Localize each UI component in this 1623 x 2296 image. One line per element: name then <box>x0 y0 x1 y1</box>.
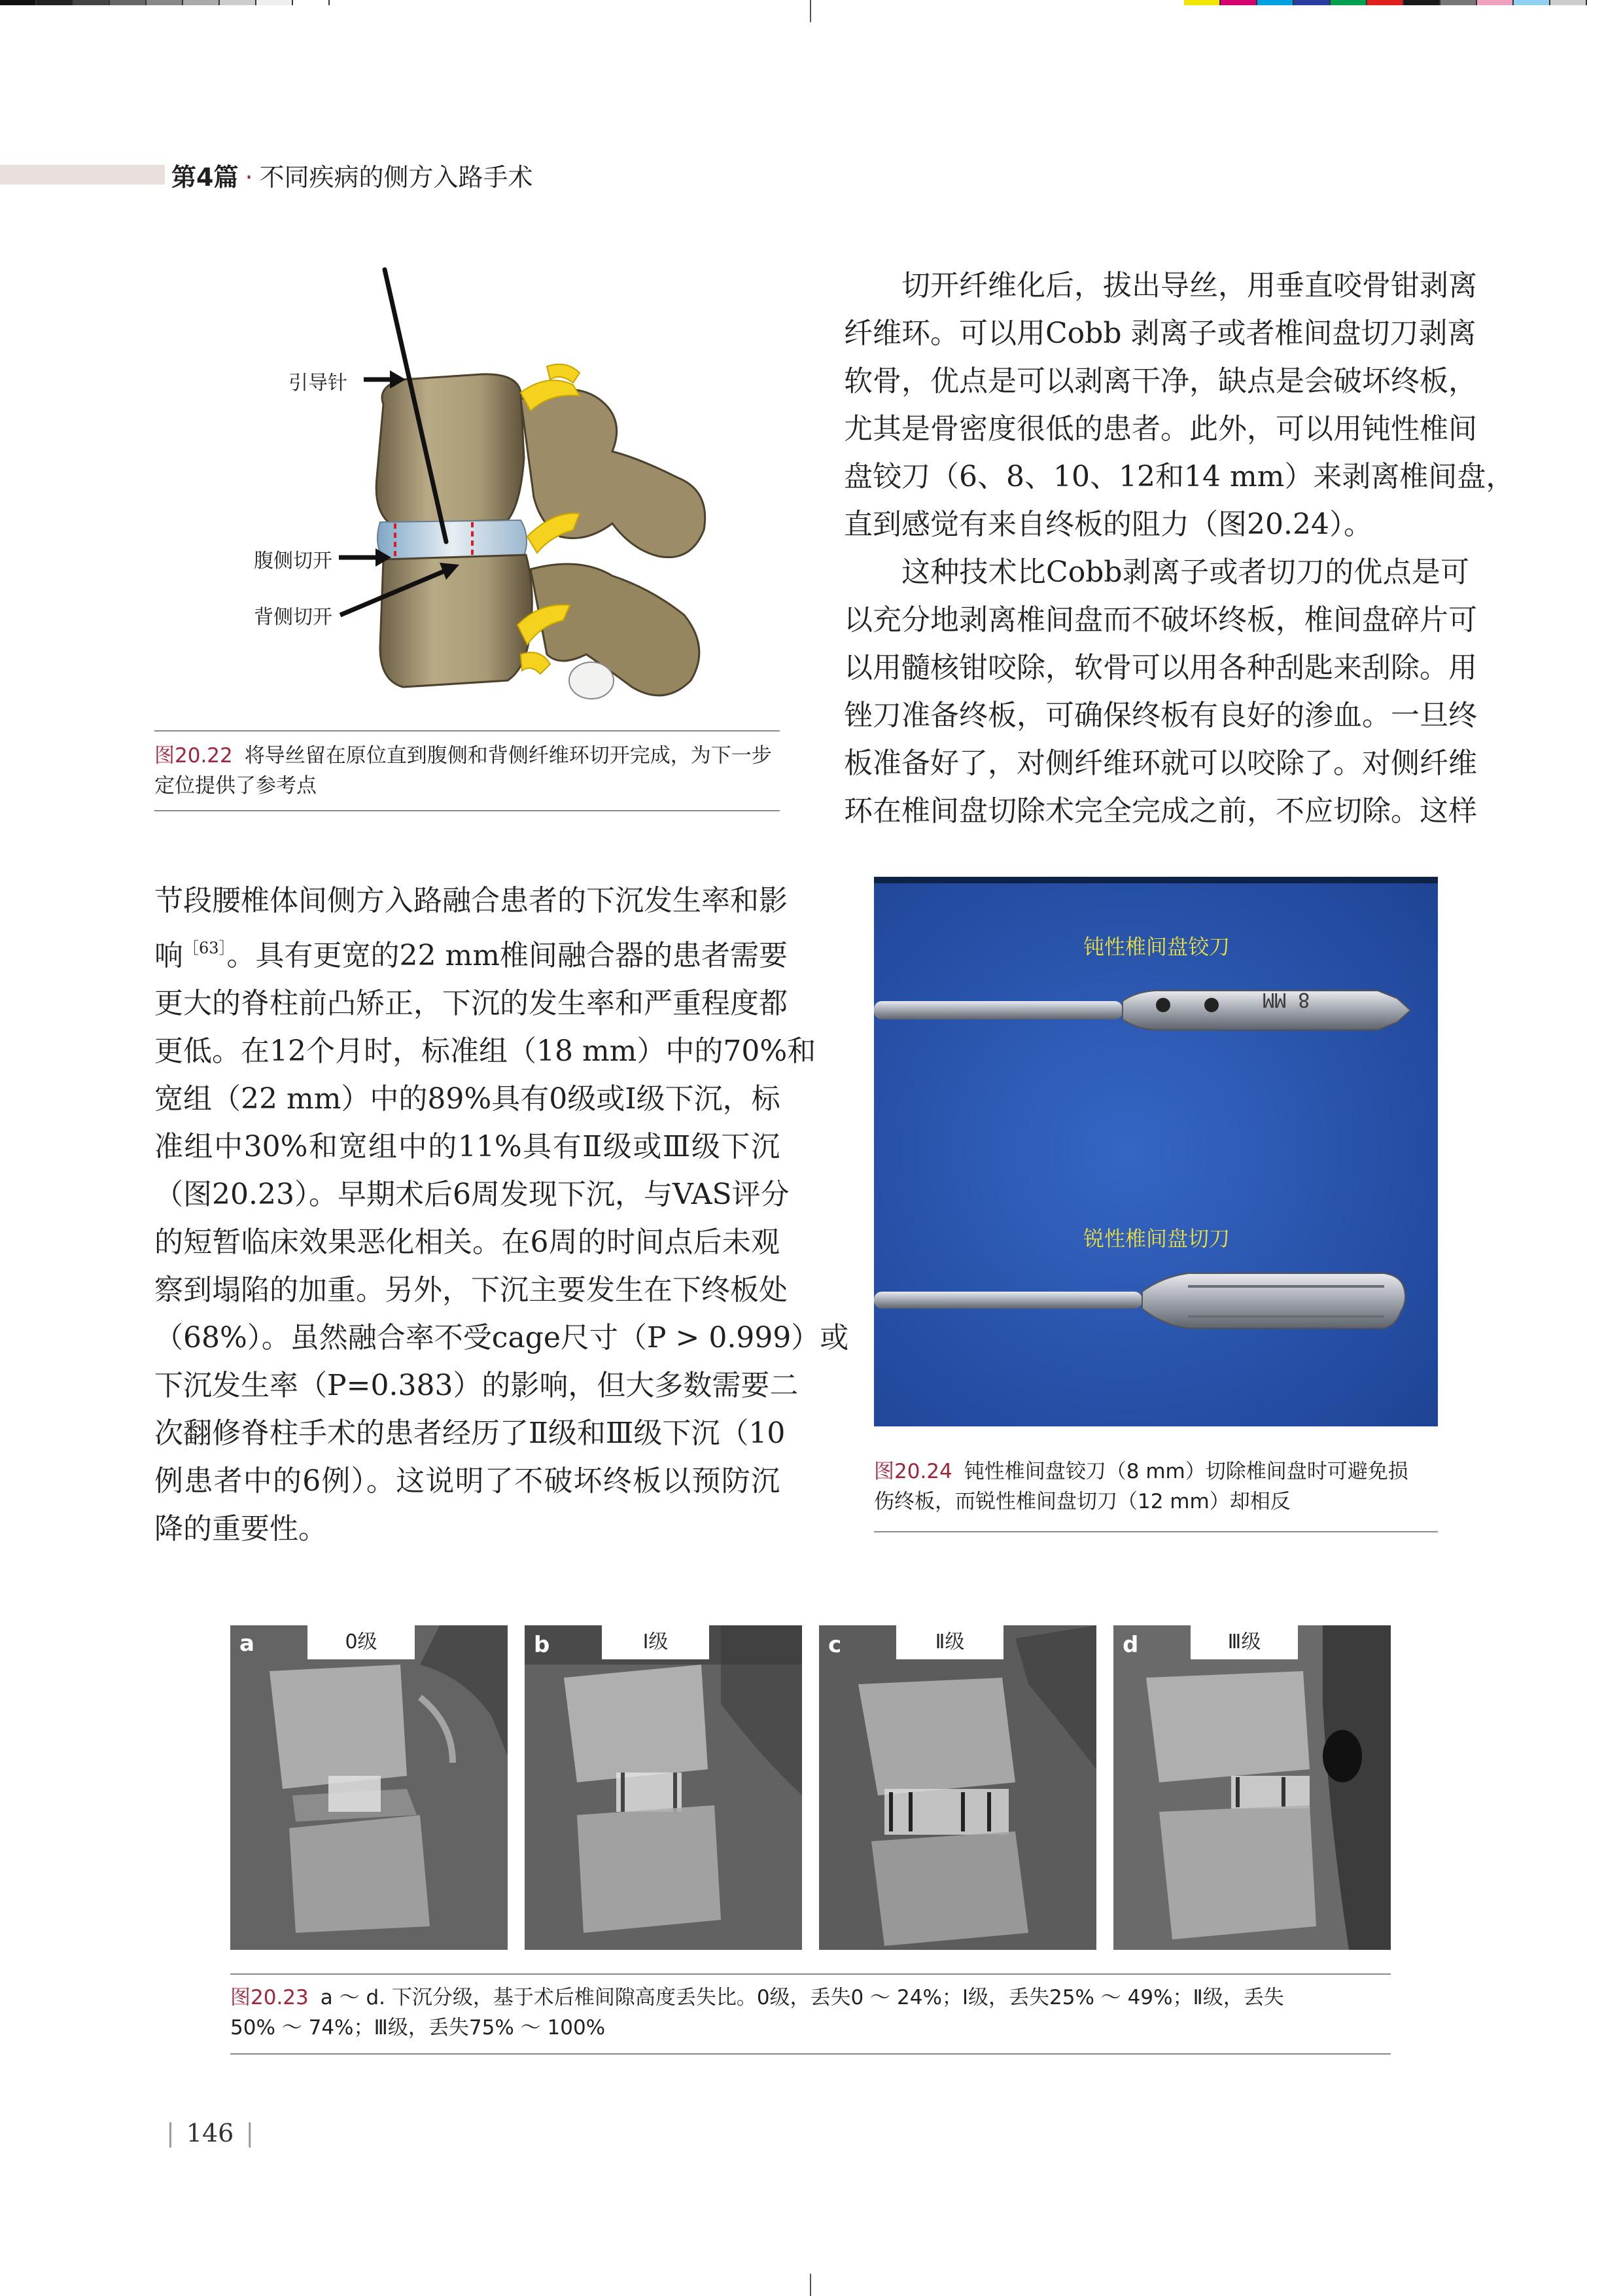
xray-image <box>525 1625 802 1950</box>
text-line: 次翻修脊柱手术的患者经历了Ⅱ级和Ⅲ级下沉（10 <box>154 1417 786 1450</box>
xray-image <box>819 1625 1096 1950</box>
text-line: 这种技术比Cobb剥离子或者切刀的优点是可 <box>901 556 1469 589</box>
running-header <box>171 157 533 193</box>
text-line: 节段腰椎体间侧方入路融合患者的下沉发生率和影 <box>154 884 788 917</box>
page-number <box>154 2119 266 2147</box>
label-guide-needle: 引导针 <box>288 372 347 395</box>
caption-line: 伤终板，而锐性椎间盘切刀（12 mm）却相反 <box>874 1490 1291 1513</box>
text-line: 下沉发生率（P=0.383）的影响，但大多数需要二 <box>154 1369 799 1402</box>
text-fragment: 响 <box>154 939 183 972</box>
trim-mark-top <box>810 0 811 22</box>
text-line: 尤其是骨密度很低的患者。此外，可以用钝性椎间 <box>844 412 1477 446</box>
label-dorsal-incision: 背侧切开 <box>254 606 332 629</box>
text-line: 更大的脊柱前凸矫正，下沉的发生率和严重程度都 <box>154 987 788 1020</box>
caption-rule-bottom-20-22 <box>154 810 780 811</box>
color-bar-right <box>1184 0 1587 5</box>
text-line: （68%）。虽然融合率不受cage尺寸（P > 0.999）或 <box>154 1321 849 1354</box>
text-line: 察到塌陷的加重。另外，下沉主要发生在下终板处 <box>154 1273 788 1307</box>
text-line: 盘铰刀（6、8、10、12和14 mm）来剥离椎间盘， <box>844 460 1515 493</box>
page-number-value: 146 <box>186 2119 234 2147</box>
text-line: 准组中30%和宽组中的11%具有Ⅱ级或Ⅲ级下沉 <box>154 1130 780 1163</box>
text-line: 锉刀准备终板，可确保终板有良好的渗血。一旦终 <box>844 699 1477 732</box>
vertebra-illustration <box>154 262 780 733</box>
caption-label: 图20.22 <box>154 744 233 768</box>
grade-tag: Ⅰ级 <box>602 1625 709 1659</box>
page-number-rule-left: | <box>166 2119 175 2147</box>
caption-20-22 <box>154 741 780 801</box>
header-band <box>0 165 165 185</box>
text-line: 板准备好了，对侧纤维环就可以咬除了。对侧纤维 <box>844 747 1477 780</box>
label-blunt-shaver: 钝性椎间盘铰刀 <box>1083 934 1230 959</box>
panel-letter: c <box>828 1632 842 1658</box>
registration-bar-left <box>0 0 330 5</box>
panel-letter: a <box>239 1631 254 1657</box>
grade-tag: Ⅲ级 <box>1191 1625 1298 1659</box>
header-separator: · <box>245 163 253 192</box>
text-line: 的短暂临床效果恶化相关。在6周的时间点后未观 <box>154 1226 780 1259</box>
caption-20-24 <box>874 1457 1438 1517</box>
caption-text: a ～ d. 下沉分级，基于术后椎间隙高度丢失比。0级，丢失0 ～ 24%；Ⅰ级，丢失25% ～ 49%；Ⅱ级，丢失 <box>320 1986 1284 2009</box>
panel-letter: b <box>534 1632 550 1658</box>
text-line: 降的重要性。 <box>154 1512 327 1545</box>
grade-tag: Ⅱ级 <box>896 1625 1003 1659</box>
left-column-text <box>154 877 849 1553</box>
panel-letter: d <box>1123 1632 1139 1658</box>
text-line: 环在椎间盘切除术完全完成之前，不应切除。这样 <box>844 794 1477 828</box>
text-line: （图20.23）。早期术后6周发现下沉，与VAS评分 <box>154 1178 790 1211</box>
caption-20-23 <box>230 1983 1391 2043</box>
xray-panel-a <box>230 1625 508 1950</box>
caption-rule-top-20-22 <box>154 730 780 732</box>
text-line: 纤维环。可以用Cobb 剥离子或者椎间盘切刀剥离 <box>844 317 1476 350</box>
part-number: 第4篇 <box>171 163 239 192</box>
xray-image <box>230 1625 508 1950</box>
caption-rule-top-20-23 <box>230 1973 1391 1975</box>
caption-line: 50% ～ 74%；Ⅲ级，丢失75% ～ 100% <box>230 2016 606 2040</box>
text-fragment: 。具有更宽的22 mm椎间融合器的患者需要 <box>226 939 788 972</box>
figure-20-22 <box>154 262 780 733</box>
citation-ref: ［63］ <box>183 939 227 957</box>
trim-mark-bottom <box>810 2274 811 2296</box>
right-column-text <box>844 262 1515 835</box>
xray-panel-c <box>819 1625 1096 1950</box>
text-line <box>154 925 788 980</box>
caption-text: 钝性椎间盘铰刀（8 mm）切除椎间盘时可避免损 <box>964 1460 1408 1483</box>
caption-label: 图20.24 <box>874 1460 952 1483</box>
text-line: 以用髓核钳咬除，软骨可以用各种刮匙来刮除。用 <box>844 651 1477 684</box>
text-line: 切开纤维化后，拔出导丝，用垂直咬骨钳剥离 <box>901 269 1477 302</box>
part-title: 不同疾病的侧方入路手术 <box>259 163 533 192</box>
caption-rule-bottom-20-23 <box>230 2053 1391 2055</box>
page-number-rule-right: | <box>245 2119 254 2147</box>
caption-label: 图20.23 <box>230 1986 309 2009</box>
text-line: 宽组（22 mm）中的89%具有0级或Ⅰ级下沉，标 <box>154 1082 780 1116</box>
caption-text: 将导丝留在原位直到腹侧和背侧纤维环切开完成，为下一步定位提供了参考点 <box>154 744 772 798</box>
text-line: 软骨，优点是可以剥离干净，缺点是会破坏终板， <box>844 364 1477 398</box>
text-line: 以充分地剥离椎间盘而不破坏终板，椎间盘碎片可 <box>844 603 1477 637</box>
instrument-engraving: 8 MM <box>1263 988 1310 1011</box>
xray-panel-d <box>1113 1625 1391 1950</box>
xray-image <box>1113 1625 1391 1950</box>
label-ventral-incision: 腹侧切开 <box>254 550 332 573</box>
caption-line <box>874 1457 1438 1487</box>
grade-tag: 0级 <box>307 1625 415 1659</box>
text-line: 例患者中的6例）。这说明了不破坏终板以预防沉 <box>154 1464 780 1498</box>
label-sharp-cutter: 锐性椎间盘切刀 <box>1083 1226 1230 1251</box>
caption-rule-bottom-20-24 <box>874 1531 1438 1532</box>
figure-20-24 <box>874 877 1438 1426</box>
xray-panel-b <box>525 1625 802 1950</box>
caption-line <box>230 1983 1391 2013</box>
text-line: 更低。在12个月时，标准组（18 mm）中的70%和 <box>154 1034 816 1068</box>
text-line: 直到感觉有来自终板的阻力（图20.24）。 <box>844 508 1372 541</box>
